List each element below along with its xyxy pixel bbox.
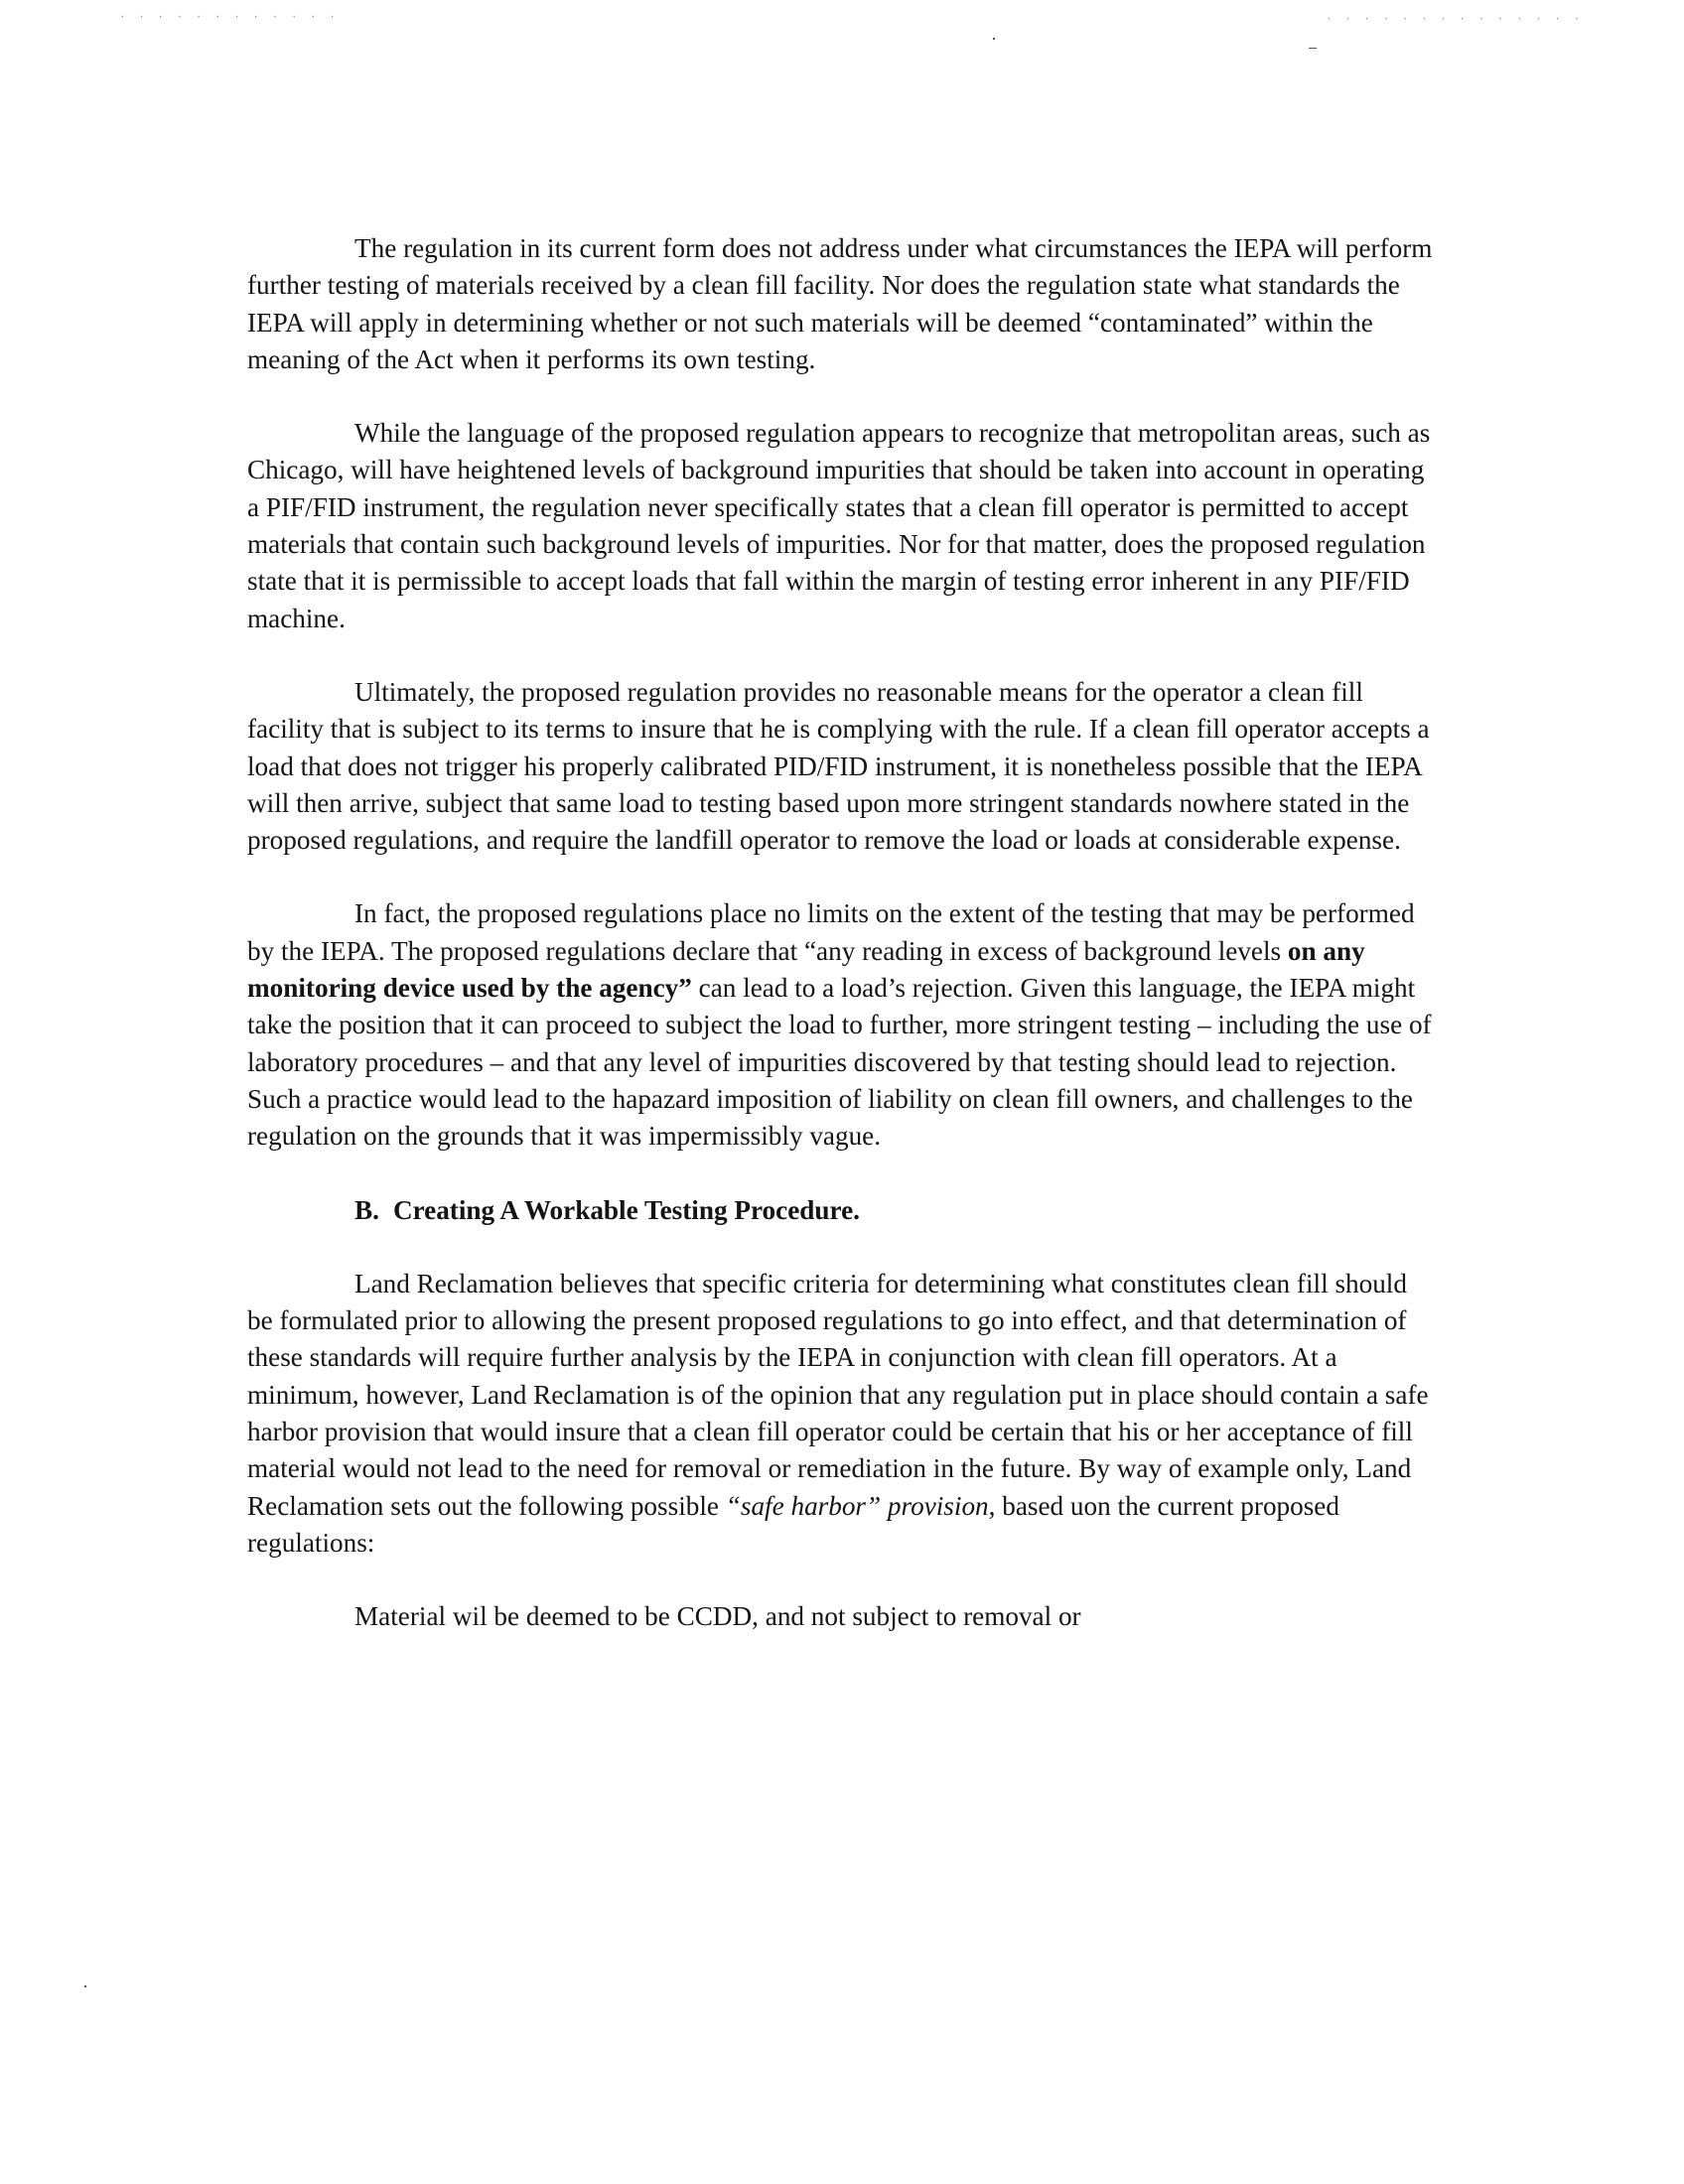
paragraph: While the language of the proposed regulation appears to recognize that metropolitan areas, such as Chicago, will have heightened levels of background impurities that should be taken into account in operating a PIF/FID instrument, the regulation never specifically states that a clean fill operator is permitted to accept materials that contain such background levels of impurities. Nor for that matter, does the proposed regulation state that it is permissible to accept loads that fall within the margin of testing error inherent in any PIF/FID machine. [247,418,1431,633]
paragraph-text: can lead to a load’s rejection. Given this language, the IEPA might take the position that it can proceed to subject the load to further, more stringent testing – including the use of laboratory procedures – and that any level of impurities discovered by that testing should lead to rejection. Such a practice would lead to the hapazard imposition of liability on clean fill owners, and challenges to the regulation on the grounds that it was impermissibly vague. [247,973,1432,1152]
paragraph [247,895,1439,1155]
section-letter: B. [354,1194,379,1225]
paragraph-text: Land Reclamation believes that specific criteria for determining what constitutes clean fill should be formulated prior to allowing the present proposed regulations to go into effect, and that determination of these standards will require further analysis by the IEPA in conjunction with clean fill operators. At a minimum, however, Land Reclamation is of the opinion that any regulation put in place should contain a safe harbor provision that would insure that a clean fill operator could be certain that his or her acceptance of fill material would not lead to the need for removal or remediation in the future. By way of example only, Land Reclamation sets out the following possible [247,1268,1429,1521]
italic-text: “safe harbor” provision [725,1490,989,1521]
paragraph: Material wil be deemed to be CCDD, and not subject to removal or [354,1601,1081,1632]
paragraph-text: In fact, the proposed regulations place no limits on the extent of the testing that may be performed by the IEPA. The proposed regulations declare that “any reading in excess of background levels [247,898,1415,966]
fax-header-right: · · · · · · · · · · · · · · [1326,14,1584,26]
scan-speck [1309,48,1317,49]
scan-speck [993,38,995,40]
fax-header-left: · · · · · · · · · · · · [119,12,339,24]
paragraph: The regulation in its current form does not address under what circumstances the IEPA will perform further testing of materials received by a clean fill facility. Nor does the regulation state what standards the IEPA will apply in determining whether or not such materials will be deemed “contaminated” within the meaning of the Act when it performs its own testing. [247,233,1433,374]
paragraph: Ultimately, the proposed regulation provides no reasonable means for the operator a clean fill facility that is subject to its terms to insure that he is complying with the rule. If a clean fill operator accepts a load that does not trigger his properly calibrated PID/FID instrument, it is nonetheless possible that the IEPA will then arrive, subject that same load to testing based upon more stringent standards nowhere stated in the proposed regulations, and require the landfill operator to remove the load or loads at considerable expense. [247,676,1430,856]
scan-speck [84,1985,86,1987]
paragraph [247,1266,1439,1562]
section-heading [247,1192,1439,1229]
paragraph-text: , based uon the current proposed regulations: [247,1490,1339,1558]
section-title: Creating A Workable Testing Procedure. [392,1194,860,1225]
document-body [247,230,1439,1673]
emphasized-text: on any monitoring device used by the agency” [247,935,1365,1004]
